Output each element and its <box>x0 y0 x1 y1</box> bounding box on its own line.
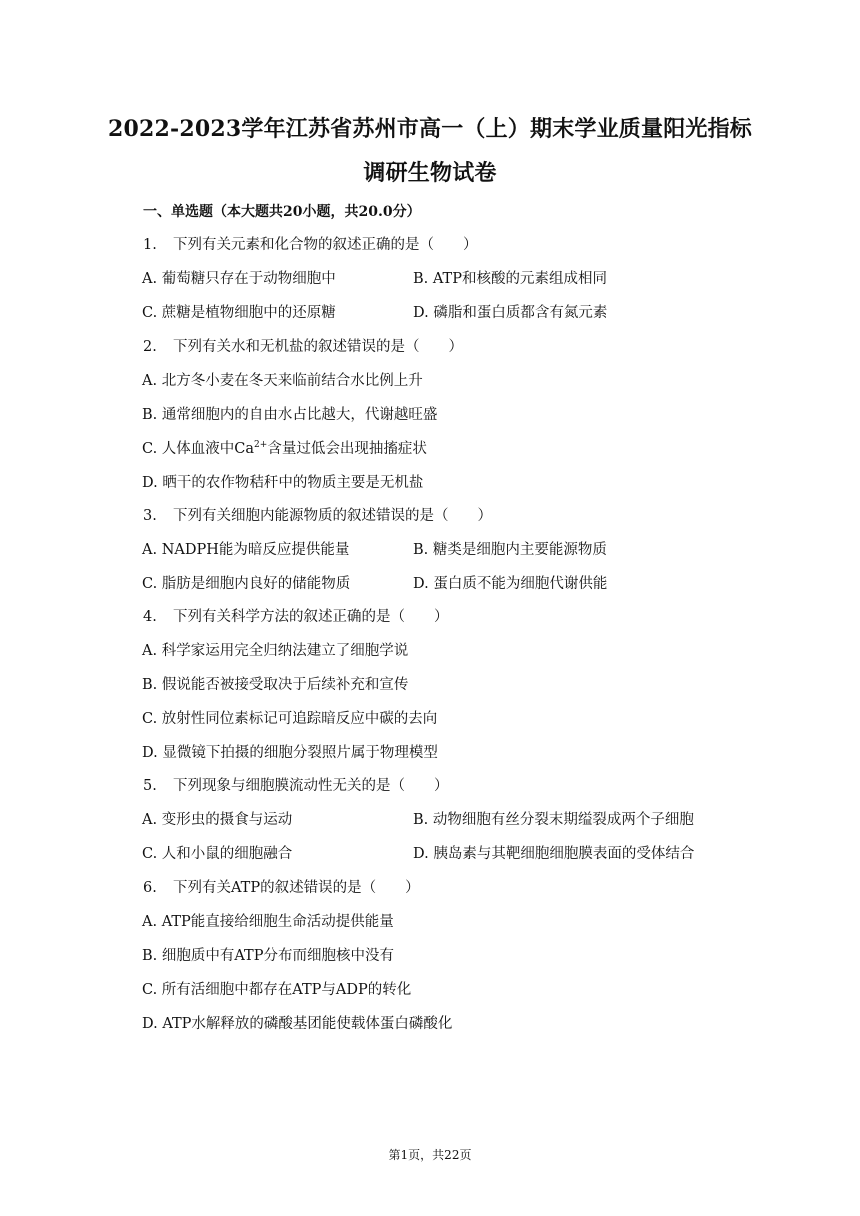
question-number: 6. <box>143 880 157 896</box>
q3-option-b: B. 糖类是细胞内主要能源物质 <box>413 542 607 558</box>
superscript-charge: 2+ <box>254 440 268 451</box>
question-number: 1. <box>143 237 157 253</box>
page-footer: 第1页，共22页 <box>388 1148 472 1162</box>
question-3 <box>143 504 492 528</box>
q3-option-a: A. NADPH能为暗反应提供能量 <box>142 542 350 558</box>
option-text-post: 含量过低会出现抽搐症状 <box>267 441 427 457</box>
q1-option-a: A. 葡萄糖只存在于动物细胞中 <box>142 271 336 287</box>
question-2 <box>143 335 463 359</box>
q5-option-b: B. 动物细胞有丝分裂末期缢裂成两个子细胞 <box>413 812 694 828</box>
q5-option-d: D. 胰岛素与其靶细胞细胞膜表面的受体结合 <box>413 846 695 862</box>
question-stem: 下列现象与细胞膜流动性无关的是（ ） <box>173 778 449 794</box>
question-number: 3. <box>143 508 157 524</box>
q6-option-d: D. ATP水解释放的磷酸基团能使载体蛋白磷酸化 <box>142 1016 453 1032</box>
question-number: 4. <box>143 609 157 625</box>
q4-option-c: C. 放射性同位素标记可追踪暗反应中碳的去向 <box>142 711 438 727</box>
question-stem: 下列有关元素和化合物的叙述正确的是（ ） <box>173 237 478 253</box>
q6-option-a: A. ATP能直接给细胞生命活动提供能量 <box>142 914 394 930</box>
question-6 <box>143 876 420 900</box>
q4-option-d: D. 显微镜下拍摄的细胞分裂照片属于物理模型 <box>142 745 438 761</box>
question-stem: 下列有关细胞内能源物质的叙述错误的是（ ） <box>173 508 492 524</box>
q4-option-b: B. 假说能否被接受取决于后续补充和宣传 <box>142 677 409 693</box>
q2-option-b: B. 通常细胞内的自由水占比越大，代谢越旺盛 <box>142 407 438 423</box>
q3-option-d: D. 蛋白质不能为细胞代谢供能 <box>413 576 608 592</box>
section-heading: 一、单选题（本大题共20小题，共20.0分） <box>143 204 421 220</box>
question-5 <box>143 774 449 798</box>
question-stem: 下列有关水和无机盐的叙述错误的是（ ） <box>173 339 463 355</box>
q2-option-a: A. 北方冬小麦在冬天来临前结合水比例上升 <box>142 373 423 389</box>
q4-option-a: A. 科学家运用完全归纳法建立了细胞学说 <box>142 643 409 659</box>
q1-option-c: C. 蔗糖是植物细胞中的还原糖 <box>142 305 336 321</box>
q1-option-d: D. 磷脂和蛋白质都含有氮元素 <box>413 305 608 321</box>
question-stem: 下列有关ATP的叙述错误的是（ ） <box>173 880 420 896</box>
document-title-line-2: 调研生物试卷 <box>363 160 497 186</box>
question-1 <box>143 233 478 257</box>
option-text-pre: C. 人体血液中Ca <box>142 441 255 457</box>
question-number: 2. <box>143 339 157 355</box>
q6-option-b: B. 细胞质中有ATP分布而细胞核中没有 <box>142 948 394 964</box>
q5-option-c: C. 人和小鼠的细胞融合 <box>142 846 293 862</box>
q1-option-b: B. ATP和核酸的元素组成相同 <box>413 271 607 287</box>
document-title-line-1: 2022-2023学年江苏省苏州市高一（上）期末学业质量阳光指标 <box>108 116 752 142</box>
q3-option-c: C. 脂肪是细胞内良好的储能物质 <box>142 576 351 592</box>
q5-option-a: A. 变形虫的摄食与运动 <box>142 812 293 828</box>
q6-option-c: C. 所有活细胞中都存在ATP与ADP的转化 <box>142 982 412 998</box>
q2-option-c <box>142 437 427 461</box>
question-stem: 下列有关科学方法的叙述正确的是（ ） <box>173 609 449 625</box>
question-4 <box>143 605 449 629</box>
q2-option-d: D. 晒干的农作物秸秆中的物质主要是无机盐 <box>142 475 424 491</box>
question-number: 5. <box>143 778 157 794</box>
